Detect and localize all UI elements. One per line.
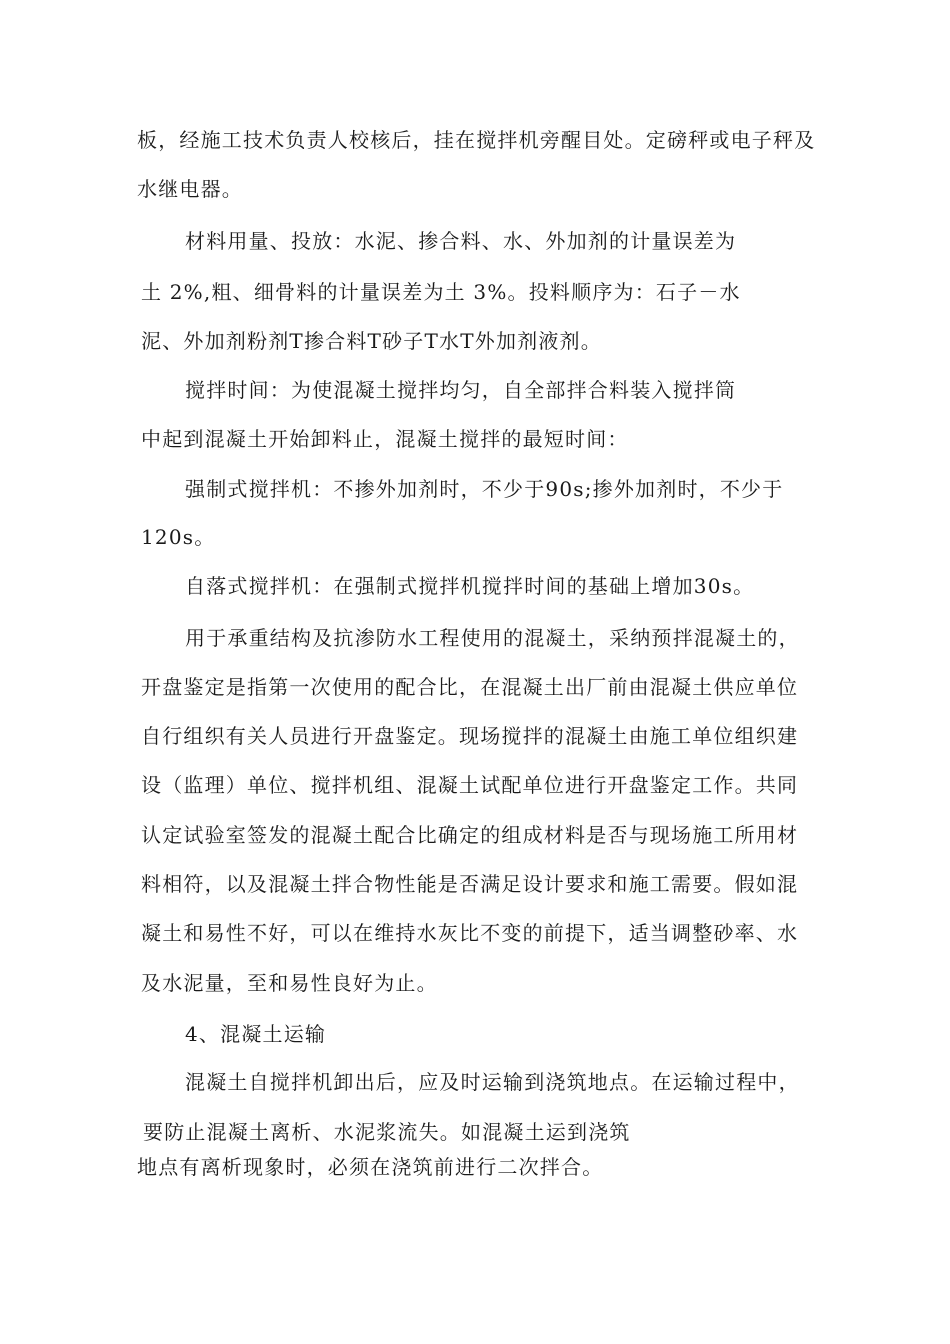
text-line: 开盘鉴定是指第一次使用的配合比，在混凝土出厂前由混凝土供应单位 [141,675,799,699]
text-line: 土 2%,粗、细骨料的计量误差为土 3%。投料顺序为：石子－水 [141,280,741,304]
text-line: 混凝土自搅拌机卸出后，应及时运输到浇筑地点。在运输过程中， [185,1070,800,1094]
text-line: 强制式搅拌机：不掺外加剂时，不少于90s;掺外加剂时，不少于 [185,477,784,501]
text-line: 120s。 [141,525,216,549]
section-heading: 4、混凝土运输 [185,1022,327,1046]
text-line: 设（监理）单位、搅拌机组、混凝土试配单位进行开盘鉴定工作。共同 [141,773,799,797]
text-line: 板，经施工技术负责人校核后，挂在搅拌机旁醒目处。定磅秤或电子秤及 [137,128,816,152]
text-line: 认定试验室签发的混凝土配合比确定的组成材料是否与现场施工所用材 [141,823,799,847]
text-line: 自落式搅拌机：在强制式搅拌机搅拌时间的基础上增加30s。 [185,574,755,598]
text-line: 凝土和易性不好，可以在维持水灰比不变的前提下，适当调整砂率、水 [141,921,799,945]
text-line: 及水泥量，至和易性良好为止。 [141,971,438,995]
text-line: 自行组织有关人员进行开盘鉴定。现场搅拌的混凝土由施工单位组织建 [141,724,799,748]
text-line: 搅拌时间：为使混凝土搅拌均匀，自全部拌合料装入搅拌筒 [185,378,737,402]
text-line: 地点有离析现象时，必须在浇筑前进行二次拌合。 [137,1155,604,1179]
text-line: 泥、外加剂粉剂T掺合料T砂子T水T外加剂液剂。 [141,329,602,353]
text-line: 料相符，以及混凝土拌合物性能是否满足设计要求和施工需要。假如混 [141,872,799,896]
text-line: 要防止混凝土离析、水泥浆流失。如混凝土运到浇筑 [143,1120,631,1144]
text-line: 用于承重结构及抗渗防水工程使用的混凝土，采纳预拌混凝土的， [185,626,800,650]
text-line: 中起到混凝土开始卸料止，混凝土搅拌的最短时间： [141,427,629,451]
text-line: 水继电器。 [137,177,243,201]
text-line: 材料用量、投放：水泥、掺合料、水、外加剂的计量误差为 [185,229,737,253]
